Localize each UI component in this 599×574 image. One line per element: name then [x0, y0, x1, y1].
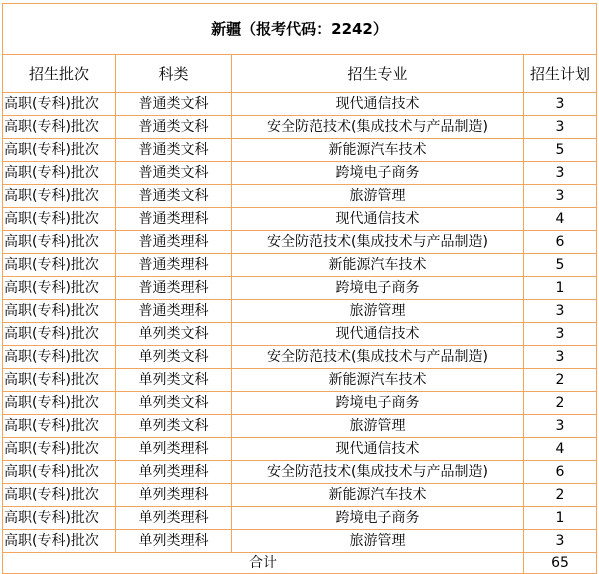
cell-batch: 高职(专科)批次 [3, 346, 116, 369]
cell-category: 单列类理科 [116, 461, 232, 484]
cell-category: 单列类理科 [116, 530, 232, 553]
table-row [3, 277, 597, 300]
cell-plan: 3 [524, 185, 597, 208]
cell-category: 普通类文科 [116, 93, 232, 116]
cell-plan: 6 [524, 461, 597, 484]
cell-major: 旅游管理 [232, 185, 524, 208]
cell-major: 新能源汽车技术 [232, 254, 524, 277]
cell-batch: 高职(专科)批次 [3, 507, 116, 530]
table-row [3, 461, 597, 484]
total-row [3, 553, 597, 574]
cell-plan: 4 [524, 438, 597, 461]
cell-major: 安全防范技术(集成技术与产品制造) [232, 461, 524, 484]
cell-category: 普通类文科 [116, 116, 232, 139]
cell-category: 单列类理科 [116, 438, 232, 461]
cell-category: 普通类文科 [116, 185, 232, 208]
cell-plan: 4 [524, 208, 597, 231]
table-row [3, 300, 597, 323]
table-row [3, 323, 597, 346]
cell-plan: 3 [524, 415, 597, 438]
cell-category: 普通类理科 [116, 231, 232, 254]
cell-batch: 高职(专科)批次 [3, 116, 116, 139]
cell-batch: 高职(专科)批次 [3, 392, 116, 415]
cell-major: 现代通信技术 [232, 208, 524, 231]
cell-batch: 高职(专科)批次 [3, 93, 116, 116]
header-row [3, 55, 597, 93]
cell-category: 普通类文科 [116, 139, 232, 162]
cell-category: 单列类理科 [116, 484, 232, 507]
header-plan: 招生计划 [524, 55, 597, 93]
cell-plan: 3 [524, 323, 597, 346]
cell-plan: 3 [524, 93, 597, 116]
table-row [3, 507, 597, 530]
total-label: 合计 [3, 553, 524, 574]
cell-batch: 高职(专科)批次 [3, 208, 116, 231]
cell-plan: 1 [524, 507, 597, 530]
header-category: 科类 [116, 55, 232, 93]
enrollment-plan-sheet [2, 3, 597, 574]
cell-batch: 高职(专科)批次 [3, 300, 116, 323]
header-batch: 招生批次 [3, 55, 116, 93]
cell-batch: 高职(专科)批次 [3, 461, 116, 484]
table-title: 新疆（报考代码：2242） [3, 4, 597, 55]
table-row [3, 93, 597, 116]
table-row [3, 185, 597, 208]
cell-batch: 高职(专科)批次 [3, 254, 116, 277]
cell-major: 新能源汽车技术 [232, 369, 524, 392]
table-row [3, 208, 597, 231]
cell-major: 跨境电子商务 [232, 507, 524, 530]
table-row [3, 438, 597, 461]
table-row [3, 116, 597, 139]
cell-plan: 3 [524, 346, 597, 369]
cell-major: 跨境电子商务 [232, 392, 524, 415]
table-row [3, 162, 597, 185]
cell-batch: 高职(专科)批次 [3, 185, 116, 208]
cell-major: 旅游管理 [232, 530, 524, 553]
cell-major: 旅游管理 [232, 415, 524, 438]
cell-plan: 3 [524, 116, 597, 139]
cell-plan: 6 [524, 231, 597, 254]
cell-category: 普通类文科 [116, 162, 232, 185]
cell-major: 新能源汽车技术 [232, 139, 524, 162]
cell-plan: 2 [524, 392, 597, 415]
cell-plan: 2 [524, 484, 597, 507]
cell-batch: 高职(专科)批次 [3, 277, 116, 300]
cell-batch: 高职(专科)批次 [3, 438, 116, 461]
cell-category: 单列类文科 [116, 346, 232, 369]
cell-plan: 3 [524, 300, 597, 323]
cell-major: 旅游管理 [232, 300, 524, 323]
table-row [3, 139, 597, 162]
cell-major: 安全防范技术(集成技术与产品制造) [232, 231, 524, 254]
cell-category: 普通类理科 [116, 208, 232, 231]
cell-major: 跨境电子商务 [232, 162, 524, 185]
table-row [3, 392, 597, 415]
cell-category: 普通类理科 [116, 277, 232, 300]
cell-batch: 高职(专科)批次 [3, 139, 116, 162]
cell-major: 安全防范技术(集成技术与产品制造) [232, 346, 524, 369]
cell-plan: 3 [524, 530, 597, 553]
table-row [3, 231, 597, 254]
table-row [3, 254, 597, 277]
cell-category: 单列类文科 [116, 369, 232, 392]
cell-plan: 2 [524, 369, 597, 392]
cell-plan: 5 [524, 139, 597, 162]
cell-batch: 高职(专科)批次 [3, 162, 116, 185]
cell-batch: 高职(专科)批次 [3, 369, 116, 392]
table-row [3, 346, 597, 369]
cell-batch: 高职(专科)批次 [3, 323, 116, 346]
title-row [3, 4, 597, 55]
cell-major: 现代通信技术 [232, 93, 524, 116]
cell-category: 普通类理科 [116, 254, 232, 277]
table-row [3, 530, 597, 553]
cell-category: 单列类文科 [116, 392, 232, 415]
total-value: 65 [524, 553, 597, 574]
header-major: 招生专业 [232, 55, 524, 93]
cell-category: 普通类理科 [116, 300, 232, 323]
cell-category: 单列类理科 [116, 507, 232, 530]
cell-major: 安全防范技术(集成技术与产品制造) [232, 116, 524, 139]
cell-plan: 5 [524, 254, 597, 277]
cell-batch: 高职(专科)批次 [3, 231, 116, 254]
cell-plan: 1 [524, 277, 597, 300]
cell-major: 跨境电子商务 [232, 277, 524, 300]
cell-category: 单列类文科 [116, 323, 232, 346]
enrollment-plan-table [2, 3, 597, 574]
cell-batch: 高职(专科)批次 [3, 484, 116, 507]
cell-major: 新能源汽车技术 [232, 484, 524, 507]
cell-major: 现代通信技术 [232, 323, 524, 346]
table-row [3, 415, 597, 438]
table-row [3, 369, 597, 392]
cell-batch: 高职(专科)批次 [3, 530, 116, 553]
cell-batch: 高职(专科)批次 [3, 415, 116, 438]
table-row [3, 484, 597, 507]
cell-major: 现代通信技术 [232, 438, 524, 461]
cell-plan: 3 [524, 162, 597, 185]
cell-category: 单列类文科 [116, 415, 232, 438]
